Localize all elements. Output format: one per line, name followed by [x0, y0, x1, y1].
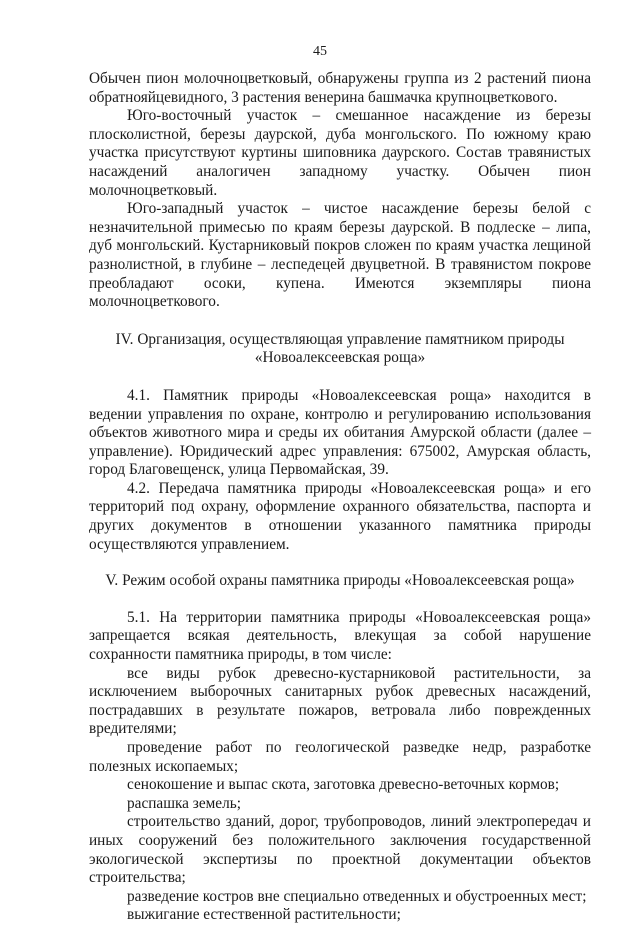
- list-item-construction: строительство зданий, дорог, трубопроводов, линий электропередач и иных сооружений без положительного заключения государственной экологической экспертизы по проектной документации объектов строительства;: [89, 813, 591, 887]
- paragraph-peony: Обычен пион молочноцветковый, обнаружены группа из 2 растений пиона обратнояйцевидного, 3 растения венерина башмачка крупноцветкового.: [89, 70, 591, 106]
- list-item-campfires: разведение костров вне специально отведенных и обустроенных мест;: [127, 887, 587, 905]
- section-5-heading: V. Режим особой охраны памятника природы «Новоалексеевская роща»: [105, 572, 575, 590]
- section-4-heading: IV. Организация, осуществляющая управление памятником природы «Новоалексеевская роща»: [115, 330, 565, 367]
- paragraph-southwest-plot: Юго-западный участок – чистое насаждение березы белой с незначительной примесью по краям березы даурской. В подлеске – липа, дуб монгольский. Кустарниковый покров сложен по краям участка лещиной разнолистной, в глубине – леспедецей двуцветной. В травянистом покрове преобладают осоки, купена. Имеются экземпляры пиона молочноцветкового.: [89, 200, 591, 311]
- list-item-logging: все виды рубок древесно-кустарниковой растительности, за исключением выборочных санитарных рубок древесных насаждений, пострадавших в результате пожаров, ветровала либо поврежденных вредителями;: [89, 664, 591, 738]
- list-item-burning: выжигание естественной растительности;: [127, 906, 401, 924]
- page-number: 45: [313, 44, 327, 59]
- list-item-plowing: распашка земель;: [127, 794, 241, 812]
- paragraph-4-2: 4.2. Передача памятника природы «Новоалексеевская роща» и его территорий под охрану, оформление охранного обязательства, паспорта и других документов в отношении указанного памятника природы осуществляются управлением.: [89, 479, 591, 553]
- list-item-geology: проведение работ по геологической разведке недр, разработке полезных ископаемых;: [89, 739, 591, 775]
- paragraph-southeast-plot: Юго-восточный участок – смешанное насаждение из березы плосколистной, березы даурской, дуба монгольского. По южному краю участка присутствуют куртины шиповника даурского. Состав травянистых насаждений аналогичен западному участку. Обычен пион молочноцветковый.: [89, 107, 591, 199]
- document-body: [89, 70, 591, 925]
- paragraph-5-1: 5.1. На территории памятника природы «Новоалексеевская роща» запрещается всякая деятельность, влекущая за собой нарушение сохранности памятника природы, в том числе:: [89, 608, 591, 664]
- list-item-haymaking: сенокошение и выпас скота, заготовка древесно-веточных кормов;: [127, 776, 560, 794]
- paragraph-4-1: 4.1. Памятник природы «Новоалексеевская роща» находится в ведении управления по охране, контролю и регулированию использования объектов животного мира и среды их обитания Амурской области (далее – управление). Юридический адрес управления: 675002, Амурская область, город Благовещенск, улица Первомайская, 39.: [89, 386, 591, 479]
